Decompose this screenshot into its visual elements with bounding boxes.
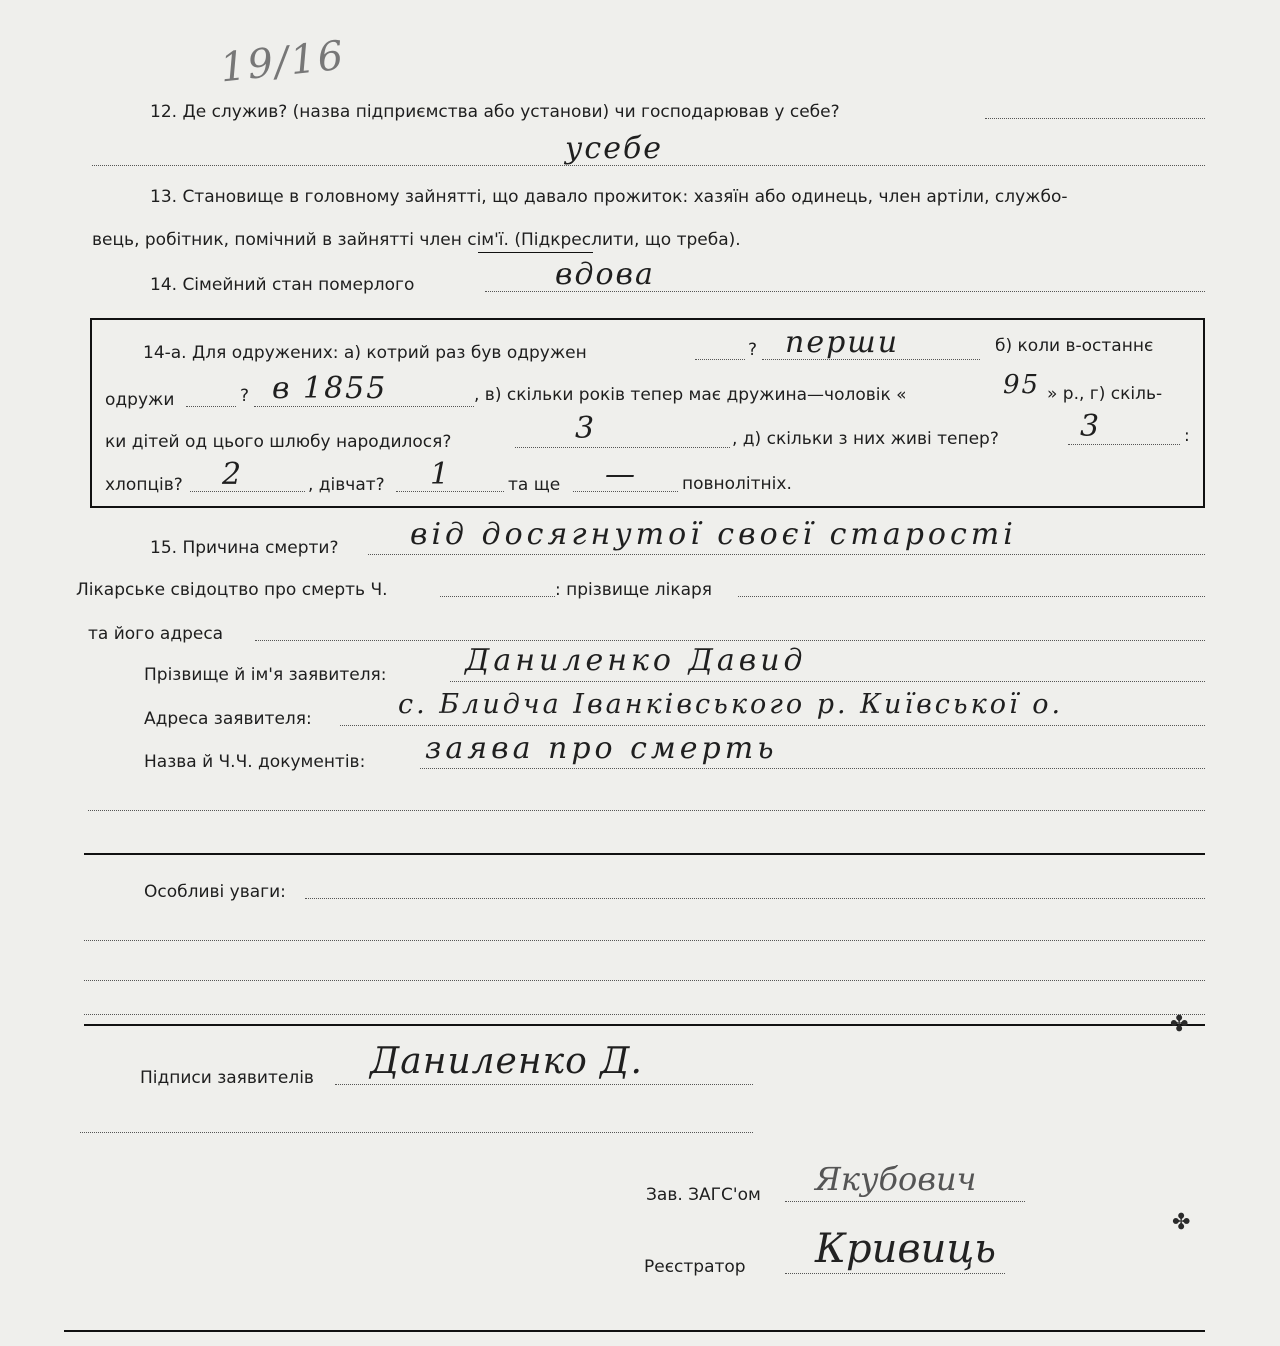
- item14a-l2-dots-b: [254, 406, 474, 407]
- item14a-l3-answer: 3: [575, 411, 597, 446]
- item14a-l3-mid: , д) скільки з них живі тепер?: [732, 429, 999, 449]
- registrar-dotline: [785, 1273, 1005, 1274]
- signatures-label: Підписи заявителів: [140, 1068, 314, 1088]
- item14a-l4-answer: 2: [222, 457, 244, 492]
- item14a-l4-end: повнолітніх.: [682, 474, 792, 494]
- signatures-value: Даниленко Д.: [370, 1041, 643, 1082]
- applicant-extra-dotline: [88, 810, 1205, 811]
- zags-label: Зав. ЗАГС'ом: [646, 1185, 761, 1205]
- zags-dotline: [785, 1201, 1025, 1202]
- notes-dotline-2: [84, 940, 1205, 941]
- item14a-l2-end: » р., г) скіль-: [1047, 384, 1163, 404]
- item14-answer: вдова: [555, 257, 655, 292]
- item14a-l3-end: :: [1184, 426, 1190, 446]
- applicant-name-dotline: [450, 681, 1205, 682]
- item14a-l4-mid2: та ще: [508, 475, 561, 495]
- applicant-docs-value: заява про смерть: [425, 731, 778, 766]
- applicant-name-label: Прізвище й ім'я заявителя:: [144, 665, 387, 685]
- item14a-l1-dots-a: [695, 359, 745, 360]
- section-divider-3: [64, 1330, 1205, 1332]
- notes-dotline-3: [84, 980, 1205, 981]
- applicant-name-value: Даниленко Давид: [465, 643, 807, 678]
- item14a-l2-q: ?: [240, 386, 250, 406]
- item15-answer: від досягнутої своєї старості: [410, 517, 1017, 552]
- item14a-l3-answer2: 3: [1080, 409, 1102, 444]
- item13-line2: вець, робітник, помічний в зайнятті член сім'ї. (Підкреслити, що треба).: [92, 230, 741, 250]
- item14a-l1-q: ?: [748, 340, 758, 360]
- medical-address-dotline: [255, 640, 1205, 641]
- item14a-l4-dots-a: [190, 491, 305, 492]
- item14a-l3-dots-b: [1068, 444, 1180, 445]
- corner-note: 19/16: [217, 32, 348, 92]
- medical-dotline-b: [738, 596, 1205, 597]
- applicant-docs-dotline: [420, 768, 1205, 769]
- item15-label: 15. Причина смерти?: [150, 538, 339, 558]
- item14a-l2-answer: в 1855: [272, 371, 388, 406]
- item14a-l4-mid: , дівчат?: [308, 475, 385, 495]
- item14a-l1-end: б) коли в-останнє: [995, 336, 1154, 356]
- medical-address: та його адреса: [88, 624, 224, 644]
- item12-question: 12. Де служив? (назва підприємства або установи) чи господарював у себе?: [150, 102, 840, 122]
- signatures-dotline-1: [335, 1084, 753, 1085]
- item14a-l4-label: хлопців?: [105, 475, 183, 495]
- item14a-l3-dots-a: [515, 447, 730, 448]
- item14a-l1-label: 14-а. Для одружених: а) котрий раз був одружен: [143, 343, 587, 363]
- item13-underline: [478, 252, 593, 253]
- item15-dotline: [368, 554, 1205, 555]
- notes-dotline-1: [305, 898, 1205, 899]
- section-divider-2: [84, 1024, 1205, 1026]
- edge-mark-1: ✤: [1170, 1012, 1189, 1037]
- notes-label: Особливі уваги:: [144, 882, 286, 902]
- item14a-l4-answer3: —: [605, 457, 637, 492]
- item14a-l1-answer: перши: [785, 325, 900, 360]
- medical-label: Лікарське свідоцтво про смерть Ч.: [76, 580, 388, 600]
- registrar-signature: Кривиць: [815, 1226, 997, 1272]
- notes-dotline-4: [84, 1014, 1205, 1015]
- item14a-l3-label: ки дітей од цього шлюбу народилося?: [105, 432, 452, 452]
- zags-signature: Якубович: [815, 1160, 977, 1198]
- item14a-l2-answer2: 95: [1003, 370, 1041, 400]
- item12-answer: усебе: [565, 131, 664, 166]
- signatures-dotline-2: [80, 1132, 753, 1133]
- item13-line1: 13. Становище в головному зайнятті, що давало прожиток: хазяїн або одинець, член артіли, службо-: [150, 187, 1068, 207]
- item14a-l2-dots-a: [186, 406, 236, 407]
- medical-doctor: : прізвище лікаря: [555, 580, 713, 600]
- item14a-l4-answer2: 1: [430, 457, 452, 492]
- item14a-l2-label: одружи: [105, 390, 175, 410]
- item14a-l2-mid: , в) скільки років тепер має дружина—чоловік «: [474, 385, 907, 405]
- registrar-label: Реєстратор: [644, 1257, 746, 1277]
- edge-mark-2: ✤: [1172, 1210, 1191, 1235]
- medical-dotline-a: [440, 596, 555, 597]
- item12-dotline-1: [985, 118, 1205, 119]
- applicant-addr-dotline: [340, 725, 1205, 726]
- applicant-addr-value: с. Блидча Іванківського р. Київської о.: [398, 689, 1064, 720]
- applicant-addr-label: Адреса заявителя:: [144, 709, 312, 729]
- applicant-docs-label: Назва й Ч.Ч. документів:: [144, 752, 366, 772]
- section-divider-1: [84, 853, 1205, 855]
- item14-label: 14. Сімейний стан померлого: [150, 275, 415, 295]
